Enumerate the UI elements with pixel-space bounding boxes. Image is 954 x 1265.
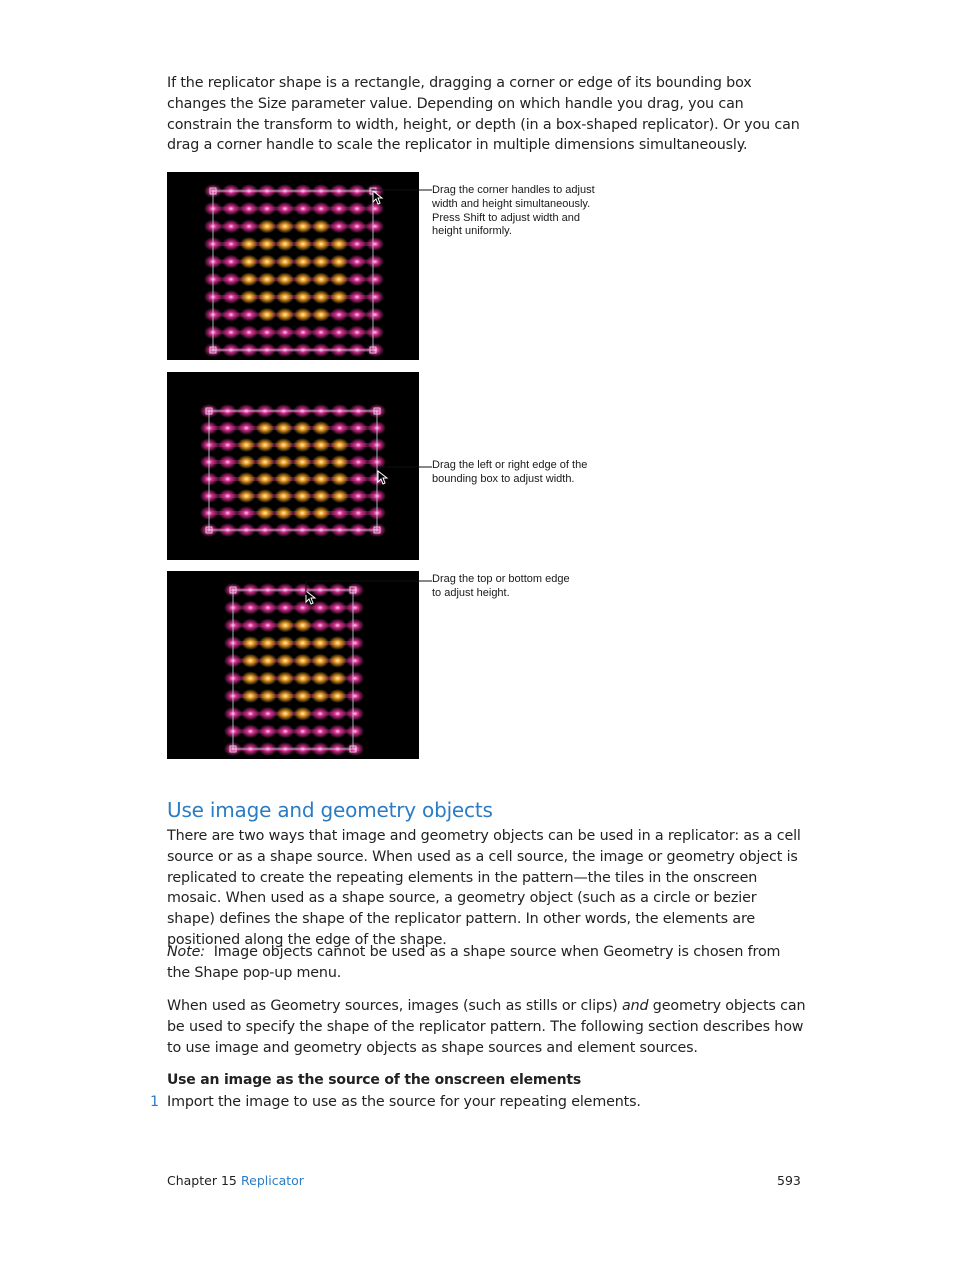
task-heading: Use an image as the source of the onscreen elements [167, 1072, 581, 1088]
note-label: Note: [167, 944, 205, 960]
note-text: Image objects cannot be used as a shape source when Geometry is chosen from the Shape pop-up menu. [167, 944, 781, 981]
callout-leader-line [305, 580, 433, 596]
callout-left-right-edge: Drag the left or right edge of the bounding box to adjust width. [432, 459, 588, 485]
footer-chapter-link[interactable]: Replicator [241, 1173, 304, 1188]
callout-leader-line [372, 189, 432, 192]
geometry-sources-paragraph: When used as Geometry sources, images (such as stills or clips) and geometry objects can be used to specify the shape of the replicator pattern. The following section describes how to use image and geometry objects as shape sources and element sources. [167, 998, 806, 1056]
callout-leader-line [378, 466, 432, 469]
callout-top-bottom-edge: Drag the top or bottom edge to adjust height. [432, 573, 570, 599]
footer-chapter: Chapter 15 [167, 1173, 237, 1188]
section-heading: Use image and geometry objects [167, 798, 493, 822]
intro-paragraph: If the replicator shape is a rectangle, dragging a corner or edge of its bounding box changes the Size parameter value. Depending on which handle you drag, you can constrain the transform to width, height, or depth (in a box-shaped replicator). Or you can drag a corner handle to scale the replicator in multiple dimensions simultaneously. [167, 75, 800, 154]
replicator-preview-image [167, 571, 419, 759]
step-text: Import the image to use as the source for your repeating elements. [167, 1094, 641, 1110]
figure-corner-drag [167, 172, 419, 360]
figure-height-drag [167, 571, 419, 759]
replicator-preview-image [167, 172, 419, 360]
section-paragraph: There are two ways that image and geometry objects can be used in a replicator: as a cell source or as a shape source. When used as a cell source, the image or geometry object is replicated to create the repeating elements in the pattern—the tiles in the onscreen mosaic. When used as a shape source, a geometry object (such as a circle or bezier shape) defines the shape of the replicator pattern. In other words, the elements are positioned along the edge of the shape. [167, 828, 801, 948]
note-paragraph [167, 942, 807, 984]
callout-corner-handles: Drag the corner handles to adjust width and height simultaneously. Press Shift to adjust width and height uniformly. [432, 184, 595, 238]
page-number: 593 [777, 1173, 801, 1188]
step-number: 1 [150, 1094, 160, 1110]
